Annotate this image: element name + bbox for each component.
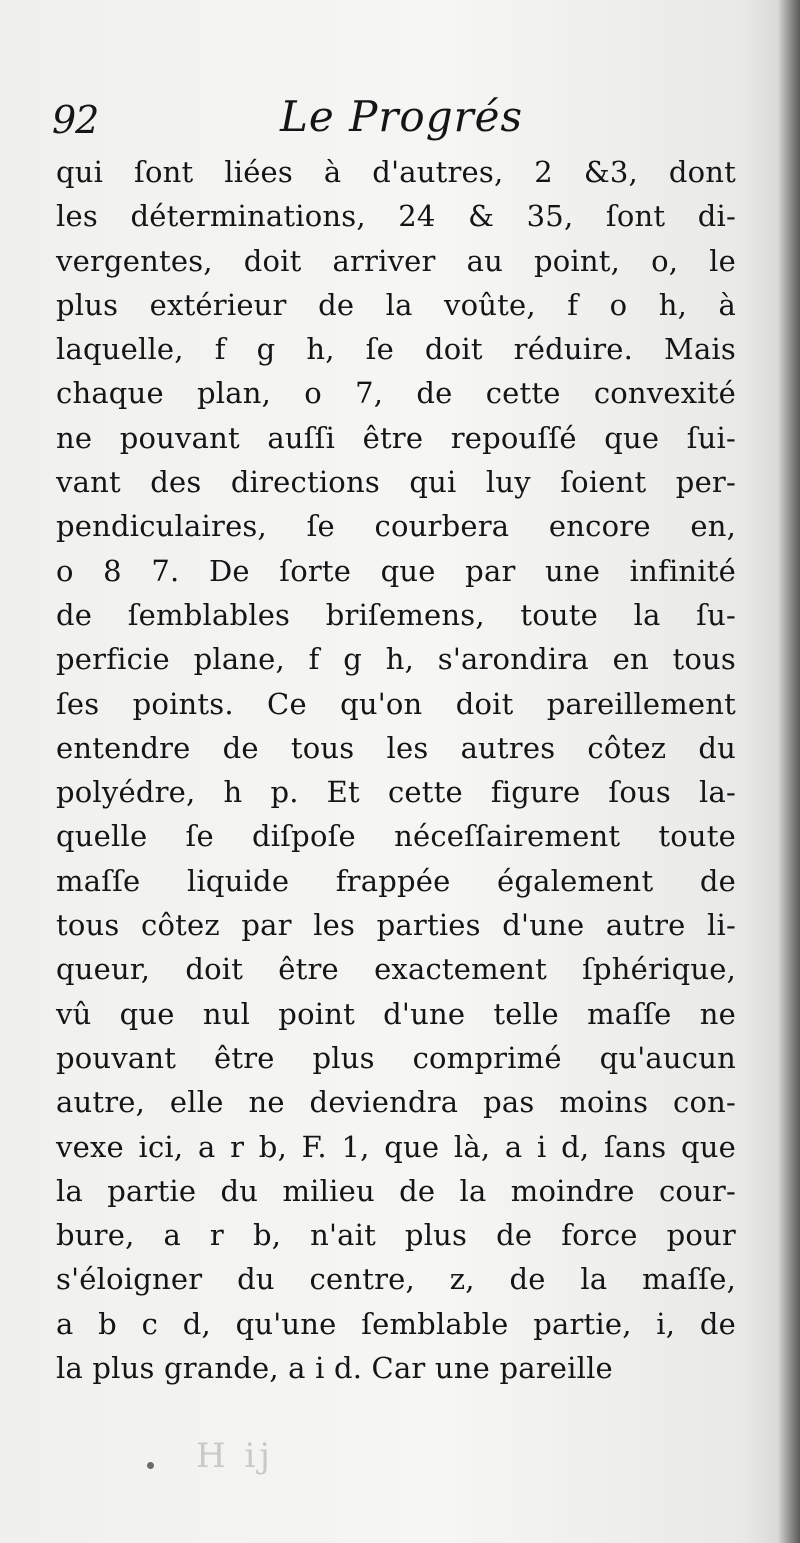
text-line: autre, elle ne deviendra pas moins con- bbox=[56, 1085, 736, 1120]
text-line: ne pouvant auſſi être repouſſé que ſui- bbox=[56, 420, 736, 455]
ink-dot bbox=[147, 1462, 154, 1469]
text-line: plus extérieur de la voûte, f o h, à bbox=[56, 287, 736, 322]
text-line: vû que nul point d'une telle maſſe ne bbox=[56, 996, 736, 1031]
text-line: vant des directions qui luy ſoient per- bbox=[56, 465, 736, 500]
page-number: 92 bbox=[52, 98, 99, 142]
signature-mark: H ij bbox=[196, 1436, 274, 1476]
text-line: vexe ici, a r b, F. 1, que là, a i d, ſans que bbox=[56, 1129, 736, 1164]
text-line: qui ſont liées à d'autres, 2 &3, dont bbox=[56, 155, 736, 189]
text-line: la partie du milieu de la moindre cour- bbox=[56, 1173, 736, 1208]
text-line: ſes points. Ce qu'on doit pareillement bbox=[56, 686, 736, 721]
text-line: a b c d, qu'une ſemblable partie, i, de bbox=[56, 1306, 736, 1341]
text-line: vergentes, doit arriver au point, o, le bbox=[56, 243, 736, 278]
text-line: queur, doit être exactement ſphérique, bbox=[56, 952, 736, 987]
running-title: Le Progrés bbox=[280, 92, 524, 141]
text-line: s'éloigner du centre, z, de la maſſe, bbox=[56, 1262, 736, 1297]
body-text bbox=[56, 150, 736, 1390]
page-header bbox=[52, 92, 732, 152]
text-line: de ſemblables briſemens, toute la ſu- bbox=[56, 597, 736, 632]
text-line: la plus grande, a i d. Car une pareille bbox=[56, 1351, 613, 1386]
text-line: perficie plane, f g h, s'arondira en tous bbox=[56, 642, 736, 677]
text-line: maſſe liquide frappée également de bbox=[56, 863, 736, 898]
text-line: bure, a r b, n'ait plus de force pour bbox=[56, 1218, 736, 1253]
text-line: tous côtez par les parties d'une autre li- bbox=[56, 908, 736, 943]
page-edge-shadow bbox=[778, 0, 800, 1543]
text-line: pendiculaires, ſe courbera encore en, bbox=[56, 509, 736, 544]
text-line: chaque plan, o 7, de cette convexité bbox=[56, 376, 736, 411]
text-line: laquelle, f g h, ſe doit réduire. Mais bbox=[56, 332, 736, 367]
text-line: o 8 7. De ſorte que par une infinité bbox=[56, 553, 736, 588]
text-line: les déterminations, 24 & 35, ſont di- bbox=[56, 199, 736, 234]
text-line: polyédre, h p. Et cette figure ſous la- bbox=[56, 775, 736, 810]
text-line: pouvant être plus comprimé qu'aucun bbox=[56, 1040, 736, 1075]
text-line: quelle ſe diſpoſe néceſſairement toute bbox=[56, 819, 736, 854]
text-line: entendre de tous les autres côtez du bbox=[56, 730, 736, 765]
